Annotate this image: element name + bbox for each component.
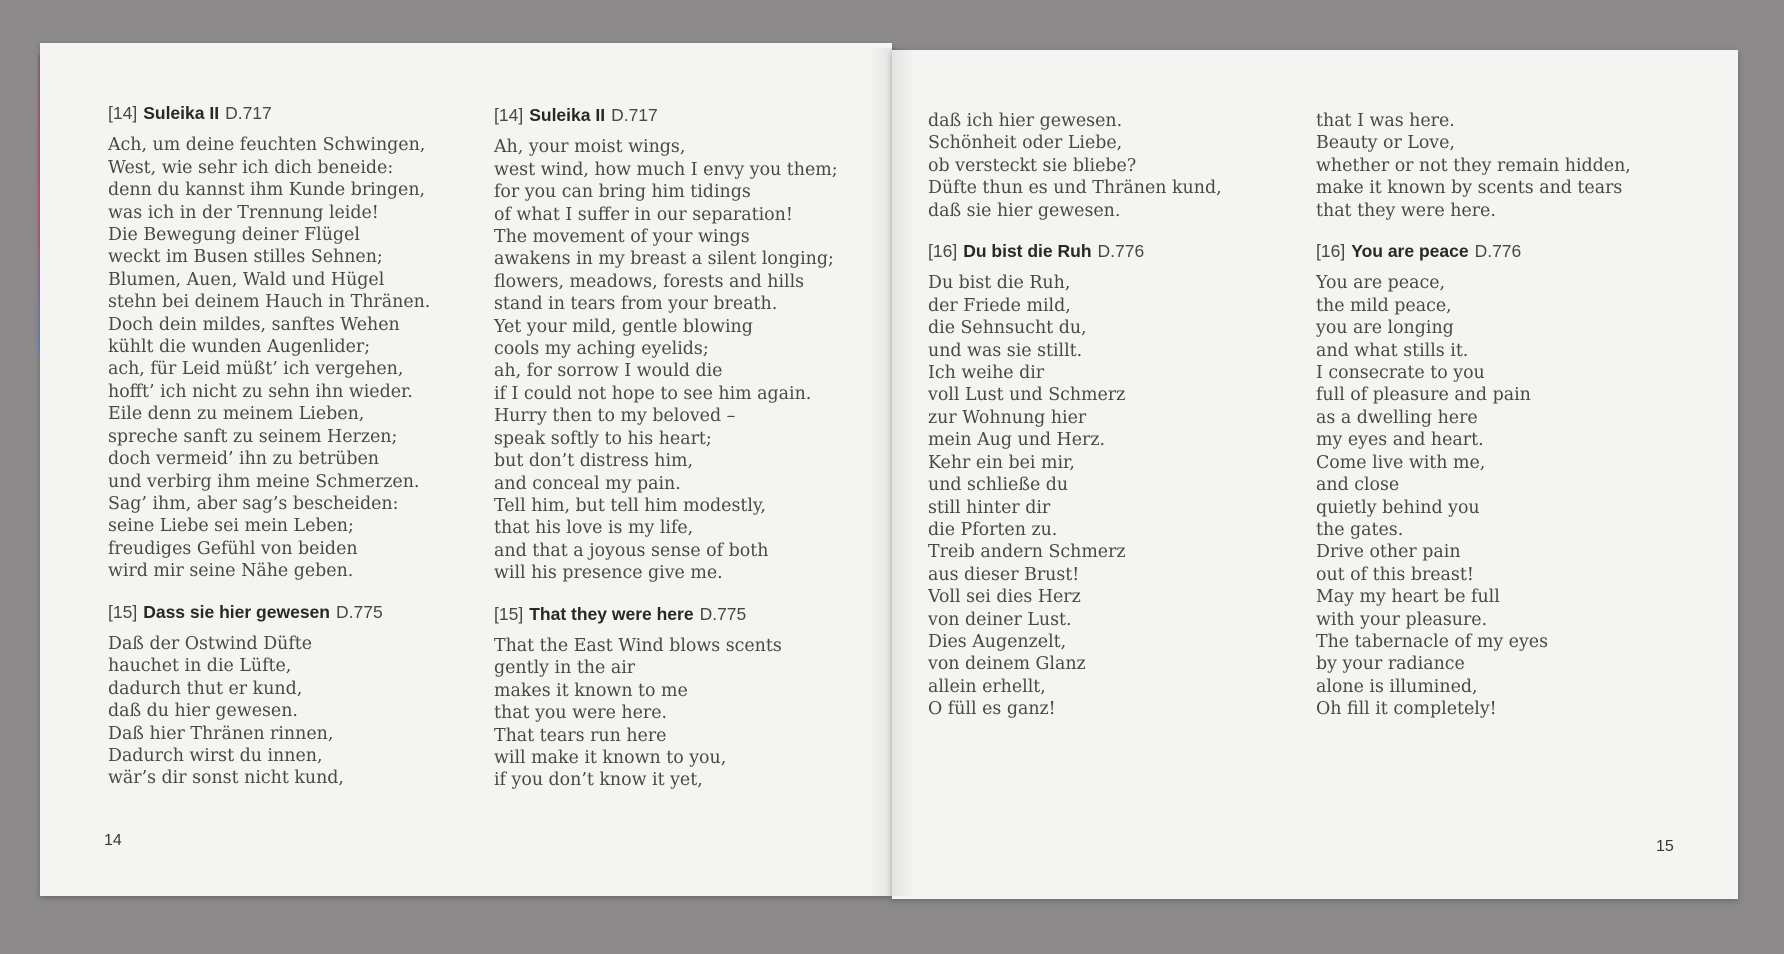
right-page-german-column <box>928 110 1308 739</box>
verse-line: von deiner Lust. <box>928 609 1072 630</box>
verse-line: Ach, um deine feuchten Schwingen, <box>108 135 426 156</box>
verse-line: but don’t distress him, <box>494 451 694 472</box>
verse-line: wird mir seine Nähe geben. <box>108 561 354 582</box>
verse-line: voll Lust und Schmerz <box>928 385 1126 406</box>
verse-continuation <box>1316 110 1696 222</box>
verse-line: and what stills it. <box>1316 340 1469 361</box>
song-heading <box>108 102 488 124</box>
verse-line: full of pleasure and pain <box>1316 385 1531 406</box>
song-verse <box>108 633 488 790</box>
verse-line: zur Wohnung hier <box>928 407 1087 428</box>
verse-line: by your radiance <box>1316 654 1465 675</box>
verse-line: wär’s dir sonst nicht kund, <box>108 768 344 789</box>
verse-line: west wind, how much I envy you them; <box>494 159 838 180</box>
verse-line: stand in tears from your breath. <box>494 294 778 315</box>
song-heading <box>494 603 874 625</box>
song-title: You are peace <box>1351 241 1469 262</box>
verse-line: flowers, meadows, forests and hills <box>494 271 805 292</box>
verse-line: That the East Wind blows scents <box>494 635 782 656</box>
verse-line: was ich in der Trennung leide! <box>108 202 379 223</box>
verse-line: allein erhellt, <box>928 676 1046 697</box>
verse-line: you are longing <box>1316 318 1454 339</box>
verse-line: You are peace, <box>1316 273 1446 294</box>
verse-line: make it known by scents and tears <box>1316 178 1623 199</box>
verse-line: die Pforten zu. <box>928 519 1058 540</box>
verse-line: awakens in my breast a silent longing; <box>494 249 834 270</box>
verse-line: Ah, your moist wings, <box>494 137 686 158</box>
verse-line: daß du hier gewesen. <box>108 701 298 722</box>
verse-line: I consecrate to you <box>1316 363 1485 384</box>
verse-line: dadurch thut er kund, <box>108 678 303 699</box>
verse-line: ah, for sorrow I would die <box>494 361 723 382</box>
verse-line: hauchet in die Lüfte, <box>108 656 292 677</box>
page-number-left: 14 <box>104 832 122 849</box>
song-title: Du bist die Ruh <box>963 241 1092 262</box>
track-number: [15] <box>494 603 524 624</box>
verse-line: freudiges Gefühl von beiden <box>108 538 358 559</box>
song-verse <box>494 136 874 584</box>
catalog-number: D.717 <box>225 103 272 123</box>
verse-line: whether or not they remain hidden, <box>1316 155 1631 176</box>
verse-line: The tabernacle of my eyes <box>1316 631 1549 652</box>
verse-line: Die Bewegung deiner Flügel <box>108 225 360 246</box>
song-verse <box>108 134 488 582</box>
verse-line: Voll sei dies Herz <box>928 587 1081 608</box>
verse-line: doch vermeid’ ihn zu betrüben <box>108 449 379 470</box>
verse-line: that I was here. <box>1316 111 1455 131</box>
verse-line: weckt im Busen stilles Sehnen; <box>108 247 383 268</box>
verse-line: the gates. <box>1316 519 1404 540</box>
verse-line: and that a joyous sense of both <box>494 540 769 561</box>
verse-line: daß ich hier gewesen. <box>928 111 1123 131</box>
song-verse <box>928 272 1308 720</box>
song-verse <box>1316 272 1696 720</box>
verse-line: Eile denn zu meinem Lieben, <box>108 404 365 425</box>
verse-line: alone is illumined, <box>1316 676 1478 697</box>
verse-line: the mild peace, <box>1316 295 1452 316</box>
verse-line: seine Liebe sei mein Leben; <box>108 516 354 537</box>
verse-line: if I could not hope to see him again. <box>494 383 812 404</box>
verse-line: will his presence give me. <box>494 563 723 584</box>
song-title: Suleika II <box>529 105 606 125</box>
verse-line: und was sie stillt. <box>928 340 1083 361</box>
verse-line: and conceal my pain. <box>494 473 681 494</box>
verse-line: Doch dein mildes, sanftes Wehen <box>108 314 400 335</box>
verse-line: The movement of your wings <box>494 227 750 248</box>
verse-line: ach, für Leid müßt’ ich vergehen, <box>108 359 404 380</box>
verse-line: Hurry then to my beloved – <box>494 406 736 427</box>
verse-line: that his love is my life, <box>494 518 694 539</box>
verse-line: Drive other pain <box>1316 542 1461 563</box>
verse-line: Schönheit oder Liebe, <box>928 133 1123 154</box>
song-verse <box>494 635 874 792</box>
verse-line: Daß der Ostwind Düfte <box>108 633 313 654</box>
left-page-german-column <box>108 102 488 808</box>
verse-line: Tell him, but tell him modestly, <box>494 495 766 516</box>
verse-line: Kehr ein bei mir, <box>928 452 1075 473</box>
verse-line: that you were here. <box>494 703 668 724</box>
verse-line: daß sie hier gewesen. <box>928 200 1121 221</box>
verse-line: as a dwelling here <box>1316 407 1478 428</box>
verse-line: Dies Augenzelt, <box>928 631 1067 652</box>
verse-line: kühlt die wunden Augenlider; <box>108 337 371 358</box>
verse-line: May my heart be full <box>1316 587 1500 608</box>
verse-line: Ich weihe dir <box>928 363 1045 384</box>
verse-line: Treib andern Schmerz <box>928 542 1126 563</box>
track-number: [16] <box>928 241 958 262</box>
verse-line: die Sehnsucht du, <box>928 318 1087 339</box>
verse-line: That tears run here <box>494 725 667 746</box>
verse-line: makes it known to me <box>494 680 688 701</box>
verse-line: and close <box>1316 475 1400 496</box>
song-heading <box>108 601 488 623</box>
verse-line: Düfte thun es und Thränen kund, <box>928 178 1222 199</box>
verse-line: Come live with me, <box>1316 452 1486 473</box>
verse-line: speak softly to his heart; <box>494 428 712 449</box>
verse-line: der Friede mild, <box>928 295 1071 316</box>
verse-line: gently in the air <box>494 658 636 679</box>
verse-line: with your pleasure. <box>1316 609 1488 630</box>
verse-line: spreche sanft zu seinem Herzen; <box>108 426 398 447</box>
left-page-english-column <box>494 104 874 810</box>
verse-line: Dadurch wirst du innen, <box>108 745 323 766</box>
verse-line: will make it known to you, <box>494 747 727 768</box>
verse-line: of what I suffer in our separation! <box>494 204 793 225</box>
catalog-number: D.776 <box>1474 241 1522 262</box>
verse-line: mein Aug und Herz. <box>928 430 1106 451</box>
song-title: Suleika II <box>143 103 220 123</box>
track-number: [14] <box>494 105 524 125</box>
verse-line: und verbirg ihm meine Schmerzen. <box>108 471 420 492</box>
verse-line: still hinter dir <box>928 497 1051 518</box>
verse-line: von deinem Glanz <box>928 654 1086 675</box>
track-number: [14] <box>108 103 138 123</box>
verse-line: cools my aching eyelids; <box>494 339 709 360</box>
catalog-number: D.717 <box>611 105 658 125</box>
catalog-number: D.775 <box>335 601 383 622</box>
verse-line: aus dieser Brust! <box>928 564 1080 585</box>
verse-line: Sag’ ihm, aber sag’s bescheiden: <box>108 493 399 514</box>
verse-line: out of this breast! <box>1316 564 1474 585</box>
song-heading <box>1316 240 1696 262</box>
verse-line: Yet your mild, gentle blowing <box>494 316 753 337</box>
song-title: That they were here <box>529 603 694 624</box>
verse-line: stehn bei deinem Hauch in Thränen. <box>108 292 431 313</box>
verse-line: Blumen, Auen, Wald und Hügel <box>108 269 385 290</box>
song-title: Dass sie hier gewesen <box>143 601 330 622</box>
track-number: [15] <box>108 601 138 622</box>
verse-line: denn du kannst ihm Kunde bringen, <box>108 180 426 201</box>
verse-line: for you can bring him tidings <box>494 182 751 203</box>
song-heading <box>494 104 874 126</box>
catalog-number: D.776 <box>1097 241 1145 262</box>
right-page-english-column <box>1316 110 1696 739</box>
verse-line: Du bist die Ruh, <box>928 273 1071 294</box>
verse-line: quietly behind you <box>1316 497 1480 518</box>
verse-continuation <box>928 110 1308 222</box>
verse-line: ob versteckt sie bliebe? <box>928 155 1137 176</box>
track-number: [16] <box>1316 241 1346 262</box>
verse-line: West, wie sehr ich dich beneide: <box>108 157 394 178</box>
page-number-right: 15 <box>1656 838 1674 855</box>
verse-line: O füll es ganz! <box>928 699 1056 720</box>
verse-line: Beauty or Love, <box>1316 133 1455 154</box>
verse-line: hofft’ ich nicht zu sehn ihn wieder. <box>108 381 413 402</box>
verse-line: my eyes and heart. <box>1316 430 1484 451</box>
verse-line: if you don’t know it yet, <box>494 770 703 791</box>
verse-line: that they were here. <box>1316 200 1496 221</box>
song-heading <box>928 240 1308 262</box>
verse-line: Oh fill it completely! <box>1316 699 1497 720</box>
catalog-number: D.775 <box>699 603 747 624</box>
verse-line: Daß hier Thränen rinnen, <box>108 723 334 744</box>
verse-line: und schließe du <box>928 475 1069 496</box>
